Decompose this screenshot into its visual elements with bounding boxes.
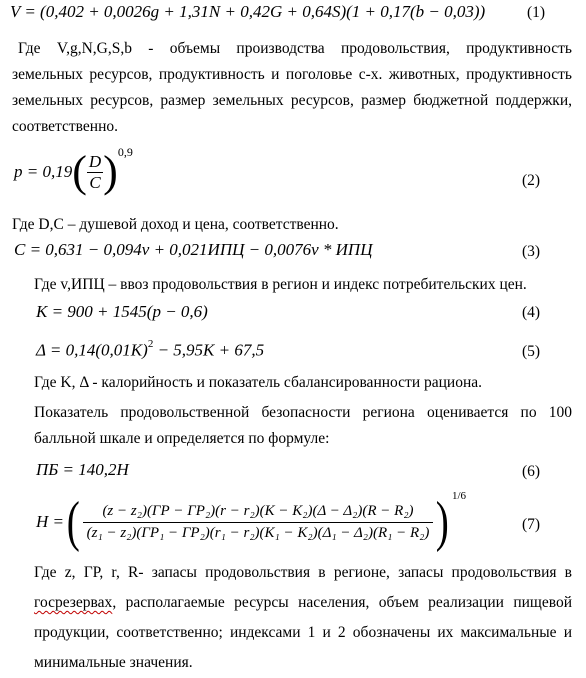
formula-2-numerator: D bbox=[88, 151, 102, 171]
formula-3-text: C = 0,631 − 0,094v + 0,021ИПЦ − 0,0076v * ИПЦ bbox=[14, 240, 373, 259]
paragraph-3: Где v,ИПЦ – ввоз продовольствия в регион и индекс потребительских цен. bbox=[34, 276, 527, 293]
formula-2-exponent: 0,9 bbox=[117, 144, 133, 159]
formula-5-lhs: Δ = 0,14(0,01K) bbox=[36, 340, 148, 360]
paragraph-2: Где D,C – душевой доход и цена, соответственно. bbox=[12, 216, 339, 233]
formula-7-denominator: (z₁ − z₂)(ГР₁ − ГР₂)(r₁ − r₂)(K₁ − K₂)(Δ₁ − Δ₂)(R₁ − R₂) bbox=[86, 524, 430, 541]
paragraph-4: Где K, Δ - калорийность и показатель сбалансированности рациона. bbox=[34, 374, 483, 391]
formula-3-number: (3) bbox=[522, 243, 541, 260]
formula-6-number: (6) bbox=[522, 463, 541, 480]
formula-7: H =( $\frac{\text{(z − z₂)(ГР − ГР₂)(r − r₂)(K − K₂)(Δ − Δ₂)(R − R₂)}}{\text{(z₁ − z₂)(ГР₁ − ГР₂)(r₁ − r₂)(K₁ − K₂)(Δ₁ − Δ₂)(R₁ − R₂)}}$ ) $^{1/6}$ bbox=[36, 490, 467, 553]
spellcheck-word: госрезервах bbox=[34, 594, 113, 611]
paragraph-1: Где V,g,N,G,S,b - объемы производства продовольствия, продуктивность земельных ресурсов, продуктивность и поголовье с-х. животных, продуктивность земельных ресурсов, размер земельных ресурсов, размер бюджетной поддержки, соответственно. bbox=[12, 40, 572, 135]
formula-7-numerator: (z − z₂)(ГР − ГР₂)(r − r₂)(K − K₂)(Δ − Δ₂)(R − R₂) bbox=[83, 503, 434, 523]
formula-7-number: (7) bbox=[522, 516, 541, 533]
formula-5 bbox=[36, 340, 264, 361]
formula-5-exponent: 2 bbox=[147, 338, 154, 350]
formula-5-number: (5) bbox=[522, 343, 541, 360]
formula-2-lhs: p = 0,19 bbox=[14, 162, 73, 181]
formula-1 bbox=[10, 2, 485, 22]
paragraph-6 bbox=[34, 558, 572, 678]
paragraph-5: Показатель продовольственной безопасности региона оценивается по 100 балльной шкале и определяется по формуле: bbox=[34, 404, 572, 447]
formula-1-number: (1) bbox=[527, 4, 546, 21]
formula-7-exponent: 1/6 bbox=[451, 490, 467, 503]
formula-4 bbox=[36, 302, 208, 322]
formula-2-number: (2) bbox=[522, 172, 541, 189]
formula-6 bbox=[36, 460, 129, 480]
paragraph-6-part-c: , располагаемые ресурсы населения, объем реализации пищевой продукции, соответственно; индексами 1 и 2 обозначены их максимальные и минимальные значения. bbox=[34, 594, 572, 671]
formula-5-rhs: − 5,95K + 67,5 bbox=[153, 340, 265, 360]
paragraph-6-part-a: Где z, ГР, r, R- запасы продовольствия в регионе, запасы продовольствия в bbox=[34, 564, 572, 581]
formula-2-denominator: C bbox=[89, 172, 101, 192]
formula-2: p = 0,19( $\frac{D}{C}$ )$^{0,9}$ bbox=[14, 144, 133, 196]
formula-3 bbox=[14, 240, 372, 260]
formula-6-text: ПБ = 140,2H bbox=[36, 460, 129, 479]
formula-7-lhs: H = bbox=[36, 512, 64, 531]
formula-1-text: V = (0,402 + 0,0026g + 1,31N + 0,42G + 0,64S)(1 + 0,17(b − 0,03)) bbox=[10, 2, 486, 21]
formula-4-text: K = 900 + 1545(p − 0,6) bbox=[36, 302, 208, 321]
formula-4-number: (4) bbox=[522, 304, 541, 321]
